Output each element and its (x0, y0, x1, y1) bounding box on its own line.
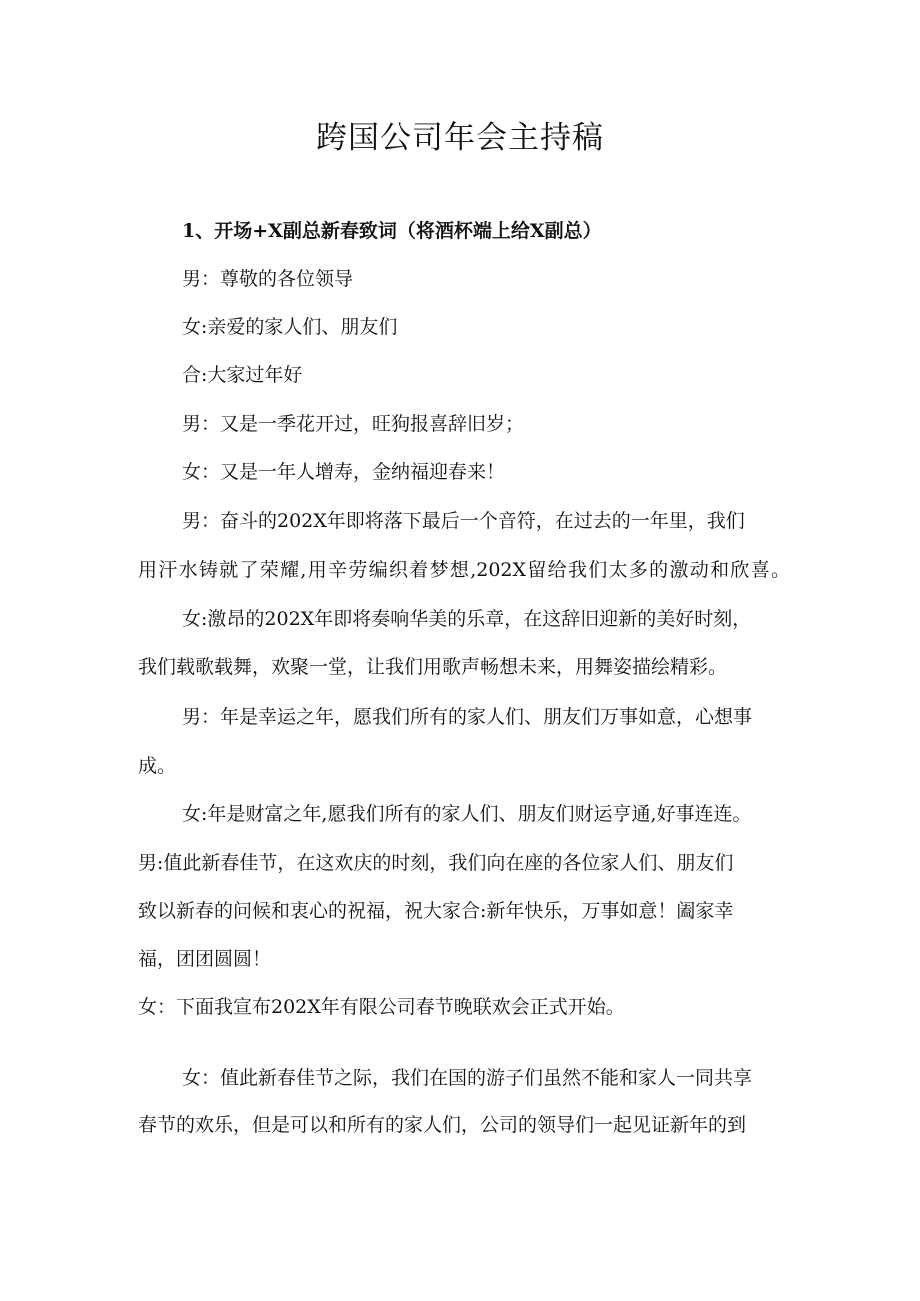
script-line: 福，团团圆圆！ (138, 948, 272, 970)
script-line: 女：值此新春佳节之际，我们在国的游子们虽然不能和家人一同共享 (182, 1067, 753, 1089)
script-line: 女：又是一年人增寿，金纳福迎春来！ (182, 461, 506, 483)
script-line: 女:亲爱的家人们、朋友们 (182, 316, 398, 338)
section-heading: 1、开场+X副总新春致词（将酒杯端上给X副总） (182, 220, 602, 242)
script-line: 女：下面我宣布202X年有限公司春节晚联欢会正式开始。 (138, 996, 625, 1018)
script-line: 女:激昂的202X年即将奏响华美的乐章，在这辞旧迎新的美好时刻， (182, 608, 752, 630)
script-line: 春节的欢乐，但是可以和所有的家人们，公司的领导们一起见证新年的到 (138, 1114, 747, 1136)
document-title: 跨国公司年会主持稿 (316, 120, 604, 156)
script-line: 男：年是幸运之年，愿我们所有的家人们、朋友们万事如意，心想事 (182, 706, 753, 728)
script-line: 用汗水铸就了荣耀,用辛劳编织着梦想,202X留给我们太多的激动和欣喜。 (138, 559, 790, 581)
script-line: 致以新春的问候和衷心的祝福，祝大家合:新年快乐，万事如意！阖家幸 (138, 900, 734, 922)
script-line: 成。 (138, 755, 177, 777)
script-line: 男：奋斗的202X年即将落下最后一个音符，在过去的一年里，我们 (182, 510, 745, 532)
script-line: 男:值此新春佳节，在这欢庆的时刻，我们向在座的各位家人们、朋友们 (138, 852, 734, 874)
script-line: 女:年是财富之年,愿我们所有的家人们、朋友们财运亨通,好事连连。 (182, 803, 752, 825)
script-line: 男：尊敬的各位领导 (182, 268, 354, 290)
script-line: 我们载歌载舞，欢聚一堂，让我们用歌声畅想未来，用舞姿描绘精彩。 (138, 656, 728, 678)
script-line: 男：又是一季花开过，旺狗报喜辞旧岁； (182, 413, 525, 435)
script-line: 合:大家过年好 (182, 364, 303, 386)
